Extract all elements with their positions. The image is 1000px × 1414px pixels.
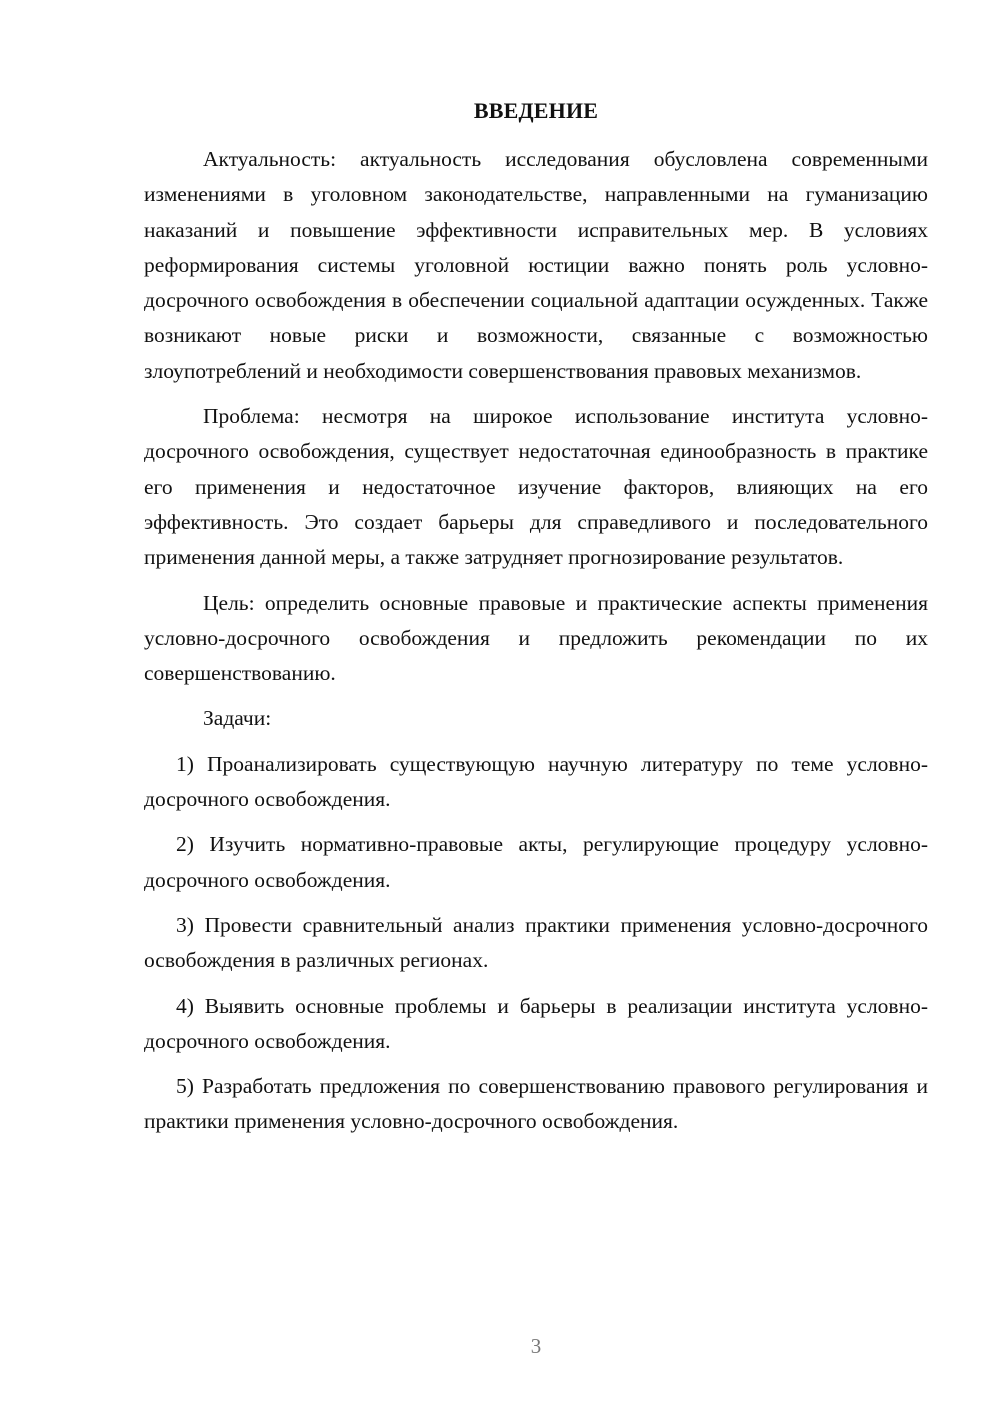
task-item-4: 4) Выявить основные проблемы и барьеры в реализации института условно-досрочного освобождения. <box>144 993 928 1053</box>
page-number: 3 <box>530 1334 542 1358</box>
paragraph-problem: Проблема: несмотря на широкое использование института условно-досрочного освобождения, существует недостаточная единообразность в практике его применения и недостаточное изучение факторов, влияющих на его эффективность. Это создает барьеры для справедливого и последовательного применения данной меры, а также затрудняет прогнозирование результатов. <box>144 404 928 570</box>
paragraph-goal: Цель: определить основные правовые и практические аспекты применения условно-досрочного освобождения и предложить рекомендации по их совершенствованию. <box>144 590 928 686</box>
task-item-5: 5) Разработать предложения по совершенствованию правового регулирования и практики применения условно-досрочного освобождения. <box>144 1074 928 1134</box>
paragraph-relevance: Актуальность: актуальность исследования обусловлена современными изменениями в уголовном законодательстве, направленными на гуманизацию наказаний и повышение эффективности исправительных мер. В условиях реформирования системы уголовной юстиции важно понять роль условно-досрочного освобождения в обеспечении социальной адаптации осужденных. Также возникают новые риски и возможности, связанные с возможностью злоупотреблений и необходимости совершенствования правовых механизмов. <box>144 147 928 383</box>
section-title: ВВЕДЕНИЕ <box>473 98 599 123</box>
tasks-heading: Задачи: <box>203 706 272 731</box>
task-item-1: 1) Проанализировать существующую научную литературу по теме условно-досрочного освобождения. <box>144 751 928 812</box>
task-item-2: 2) Изучить нормативно-правовые акты, регулирующие процедуру условно-досрочного освобождения. <box>144 832 928 892</box>
task-item-3: 3) Провести сравнительный анализ практики применения условно-досрочного освобождения в различных регионах. <box>144 912 928 973</box>
document-body <box>144 142 928 1150</box>
